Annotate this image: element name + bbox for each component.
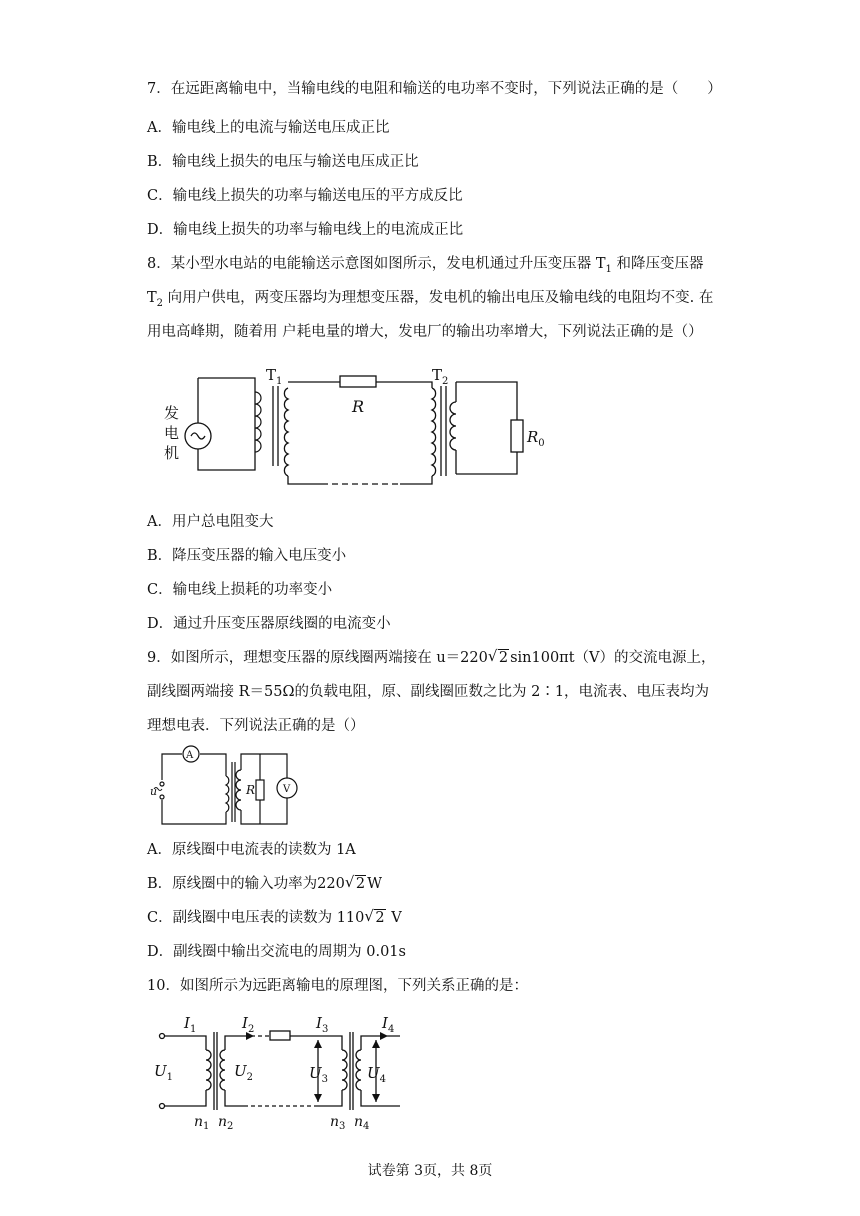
q10-label-n4: $n_4$ bbox=[354, 1114, 370, 1132]
q10-label-i4: $I_4$ bbox=[382, 1014, 395, 1035]
q10-label-u4: $U_4$ bbox=[367, 1064, 387, 1085]
q9-label-r: R bbox=[246, 783, 256, 797]
q9-label-u: u bbox=[150, 785, 158, 798]
page-footer: 试卷第 3页，共 8页 bbox=[367, 1163, 493, 1179]
q7-stem: 7．在远距离输电中，当输电线的电阻和输送的电功率不变时，下列说法正确的是（ ） bbox=[147, 81, 722, 97]
q9-option-a: A．原线圈中电流表的读数为 1A bbox=[147, 842, 356, 858]
q9-stem-line1: 9．如图所示，理想变压器的原线圈两端接在 u＝220√ 2 sin100πt（V）的交流电源上， bbox=[147, 648, 716, 668]
q8-generator-label-1: 发 bbox=[164, 404, 180, 422]
q8-option-b: B．降压变压器的输入电压变小 bbox=[147, 548, 347, 564]
q8-label-t2: $T_2$ bbox=[432, 366, 449, 387]
q9-stem-line2: 副线圈两端接 R＝55Ω的负载电阻，原、副线圈匝数之比为 2∶1，电流表、电压表均为 bbox=[147, 684, 710, 700]
q9-stem-line3: 理想电表．下列说法正确的是（） bbox=[147, 718, 365, 734]
q7-option-a: A．输电线上的电流与输送电压成正比 bbox=[147, 120, 390, 136]
q10-circuit-diagram bbox=[150, 1014, 410, 1134]
q8-stem-line3: 用电高峰期，随着用 户耗电量的增大，发电厂的输出功率增大，下列说法正确的是（） bbox=[147, 324, 703, 340]
q8-circuit-diagram bbox=[160, 362, 560, 494]
q10-label-u1: $U_1$ bbox=[154, 1062, 174, 1083]
q10-label-n1: $n_1$ bbox=[194, 1114, 210, 1132]
q10-label-n2: $n_2$ bbox=[218, 1114, 234, 1132]
q10-stem: 10．如图所示为远距离输电的原理图，下列关系正确的是： bbox=[147, 978, 528, 994]
q9-option-b: B．原线圈中的输入功率为220√ 2 W bbox=[147, 874, 382, 894]
q7-option-c: C．输电线上损失的功率与输送电压的平方成反比 bbox=[147, 188, 463, 204]
q8-stem-line1: 8．某小型水电站的电能输送示意图如图所示，发电机通过升压变压器 $T_1$ 和降压变压器 bbox=[147, 256, 704, 275]
q8-label-r0: $R_0$ bbox=[527, 428, 545, 449]
q7-option-b: B．输电线上损失的电压与输送电压成正比 bbox=[147, 154, 419, 170]
q8-option-c: C．输电线上损耗的功率变小 bbox=[147, 582, 333, 598]
q8-option-d: D．通过升压变压器原线圈的电流变小 bbox=[147, 616, 391, 632]
q10-label-i1: $I_1$ bbox=[184, 1014, 197, 1035]
q8-generator-label-2: 电 bbox=[164, 424, 180, 442]
q9-ammeter-label: A bbox=[186, 750, 194, 761]
q9-option-d: D．副线圈中输出交流电的周期为 0.01s bbox=[147, 944, 406, 960]
q8-generator-label-3: 机 bbox=[164, 444, 180, 462]
q9-voltmeter-label: V bbox=[283, 784, 291, 795]
q9-circuit-diagram bbox=[150, 744, 310, 830]
q10-label-i2: $I_2$ bbox=[242, 1014, 255, 1035]
q7-option-d: D．输电线上损失的功率与输电线上的电流成正比 bbox=[147, 222, 464, 238]
q8-label-r: R bbox=[352, 397, 365, 416]
q8-option-a: A．用户总电阻变大 bbox=[147, 514, 274, 530]
q10-label-n3: $n_3$ bbox=[330, 1114, 346, 1132]
q8-stem-line2: $T_2$ 向用户供电，两变压器均为理想变压器，发电机的输出电压及输电线的电阻均不变. 在 bbox=[147, 290, 714, 309]
q9-option-c: C．副线圈中电压表的读数为 110√ 2 V bbox=[147, 908, 402, 928]
q10-label-i3: $I_3$ bbox=[316, 1014, 329, 1035]
q8-label-t1: $T_1$ bbox=[266, 366, 283, 387]
q10-label-u2: $U_2$ bbox=[234, 1062, 254, 1083]
q10-label-u3: $U_3$ bbox=[309, 1064, 329, 1085]
